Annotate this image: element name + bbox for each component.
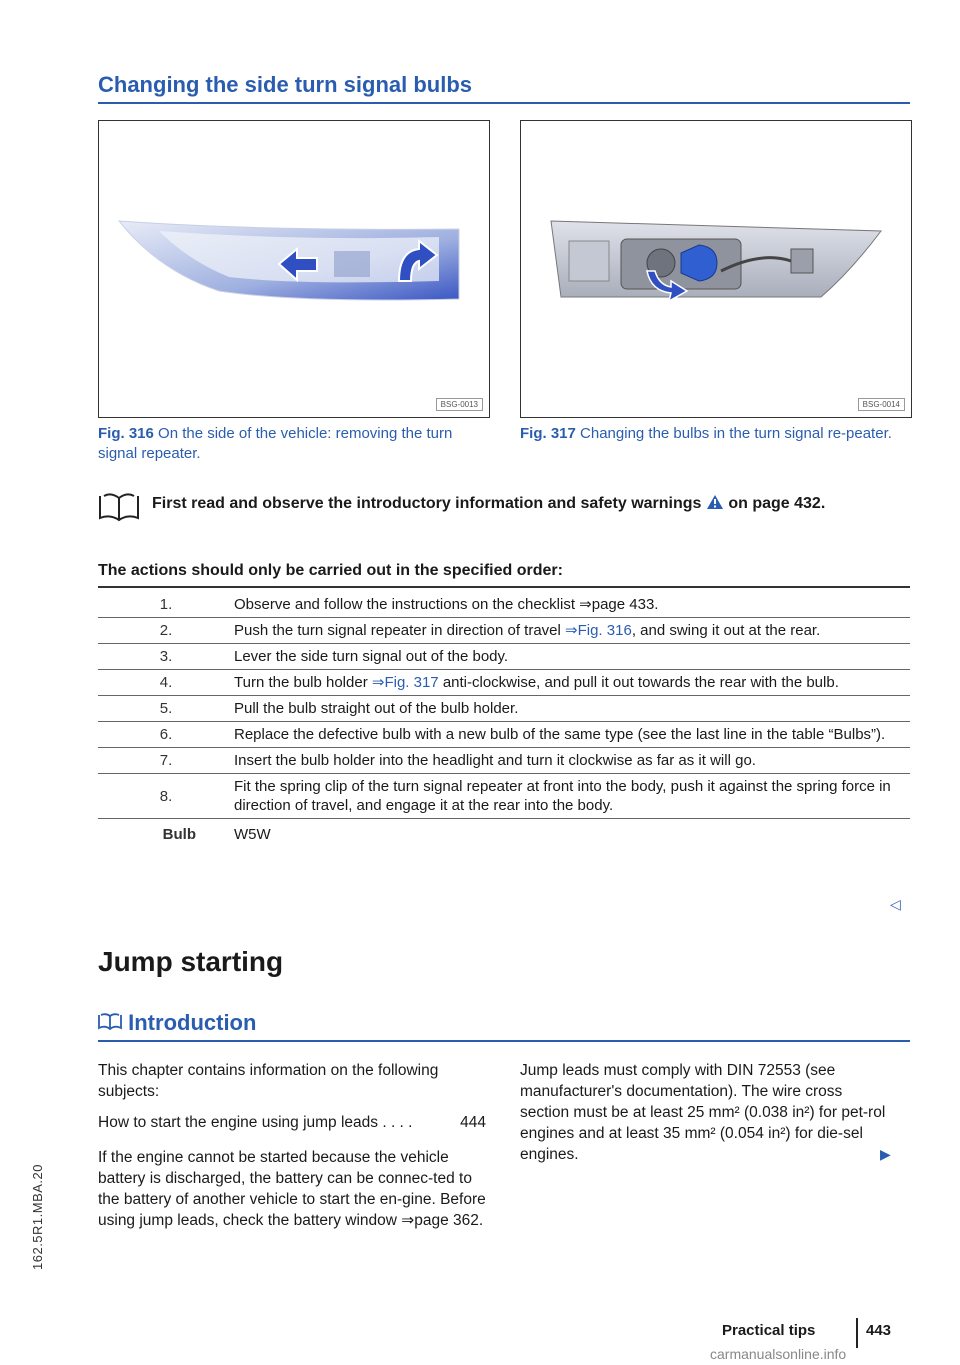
step-text-part: Turn the bulb holder xyxy=(234,674,372,691)
footer-section-label: Practical tips xyxy=(722,1322,816,1339)
toc-page: 444 xyxy=(460,1114,486,1131)
fig-316-link[interactable]: ⇒Fig. 316 xyxy=(565,622,632,639)
intro-left-column xyxy=(98,1060,486,1241)
fig-317-link[interactable]: ⇒Fig. 317 xyxy=(371,674,439,691)
turn-signal-repeater-illustration xyxy=(99,121,489,417)
bulb-row xyxy=(98,819,910,848)
footer-divider xyxy=(856,1318,858,1348)
steps-table xyxy=(98,592,910,847)
figure-code: BSG-0013 xyxy=(436,398,483,411)
step-text xyxy=(234,670,910,696)
step-number: 1. xyxy=(98,592,234,618)
figure-text: Changing the bulbs in the turn signal re-peater. xyxy=(580,425,892,442)
figure-317-caption xyxy=(520,424,912,444)
notice-text-after: on page 432. xyxy=(728,495,826,512)
toc-text: How to start the engine using jump leads . . . . xyxy=(98,1114,413,1131)
step-text: Insert the bulb holder into the headlight and turn it clockwise as far as it will go. xyxy=(234,748,910,774)
figure-316-image xyxy=(98,120,490,418)
book-icon xyxy=(98,492,140,524)
intro-paragraph: This chapter contains information on the following subjects: xyxy=(98,1062,439,1100)
intro-paragraph: If the engine cannot be started because the vehicle battery is discharged, the battery can be connec-ted to the battery of another vehicle to start the en-gine. Before using jump leads, check the battery window ⇒page 362. xyxy=(98,1149,486,1229)
table-row xyxy=(98,618,910,644)
figure-text: On the side of the vehicle: removing the turn signal repeater. xyxy=(98,425,453,462)
continue-arrow-icon: ▶ xyxy=(880,1146,891,1162)
step-text: Lever the side turn signal out of the body. xyxy=(234,644,910,670)
intro-title-text: Introduction xyxy=(128,1010,257,1035)
step-text: Fit the spring clip of the turn signal repeater at front into the body, push it against the spring force in direction of travel, and engage it at the rear into the body. xyxy=(234,774,910,819)
figure-label: Fig. 316 xyxy=(98,425,154,442)
step-text-part: anti-clockwise, and pull it out towards the rear with the bulb. xyxy=(438,674,839,691)
document-code: 162.5R1.MBA.20 xyxy=(30,1163,45,1270)
table-row xyxy=(98,644,910,670)
step-number: 5. xyxy=(98,696,234,722)
notice xyxy=(98,488,910,528)
step-number: 6. xyxy=(98,722,234,748)
section-title: Changing the side turn signal bulbs xyxy=(98,72,910,104)
table-row xyxy=(98,592,910,618)
warning-icon xyxy=(706,494,724,510)
step-text: Replace the defective bulb with a new bulb of the same type (see the last line in the table “Bulbs”). xyxy=(234,722,910,748)
step-number: 7. xyxy=(98,748,234,774)
table-row xyxy=(98,696,910,722)
toc-entry[interactable] xyxy=(98,1112,486,1133)
bulb-value: W5W xyxy=(234,826,271,843)
bulb-icon xyxy=(681,245,717,281)
step-number: 3. xyxy=(98,644,234,670)
watermark: carmanualsonline.info xyxy=(710,1346,847,1362)
intro-paragraph: Jump leads must comply with DIN 72553 (see manufacturer's documentation). The wire cross section must be at least 25 mm² (0.038 in²) for pet-rol engines and at least 35 mm² (0.054 in²) for die-sel engines. xyxy=(520,1062,886,1163)
step-text xyxy=(234,618,910,644)
figure-316-caption xyxy=(98,424,490,464)
step-text-part: , and swing it out at the rear. xyxy=(631,622,821,639)
notice-text-before: First read and observe the introductory information and safety warnings xyxy=(152,495,702,512)
step-text: Pull the bulb straight out of the bulb holder. xyxy=(234,696,910,722)
step-text: Observe and follow the instructions on the checklist ⇒page 433. xyxy=(234,592,910,618)
bulb-holder-illustration xyxy=(521,121,911,417)
intro-right-column xyxy=(520,1060,890,1175)
book-icon xyxy=(98,1013,122,1031)
step-number: 8. xyxy=(98,774,234,819)
table-row xyxy=(98,670,910,696)
intro-title xyxy=(98,1010,910,1042)
page-number: 443 xyxy=(866,1322,892,1339)
figure-code: BSG-0014 xyxy=(858,398,905,411)
step-number: 4. xyxy=(98,670,234,696)
notice-text xyxy=(152,494,825,513)
bulb-label: Bulb xyxy=(162,826,196,843)
section-end-icon: ◁ xyxy=(890,896,901,912)
step-text-part: Push the turn signal repeater in direction of travel xyxy=(234,622,566,639)
table-row xyxy=(98,774,910,819)
figure-317-image xyxy=(520,120,912,418)
step-number: 2. xyxy=(98,618,234,644)
steps-heading: The actions should only be carried out in the specified order: xyxy=(98,562,910,588)
table-row xyxy=(98,722,910,748)
table-row xyxy=(98,748,910,774)
figure-label: Fig. 317 xyxy=(520,425,576,442)
chapter-title: Jump starting xyxy=(98,946,284,977)
